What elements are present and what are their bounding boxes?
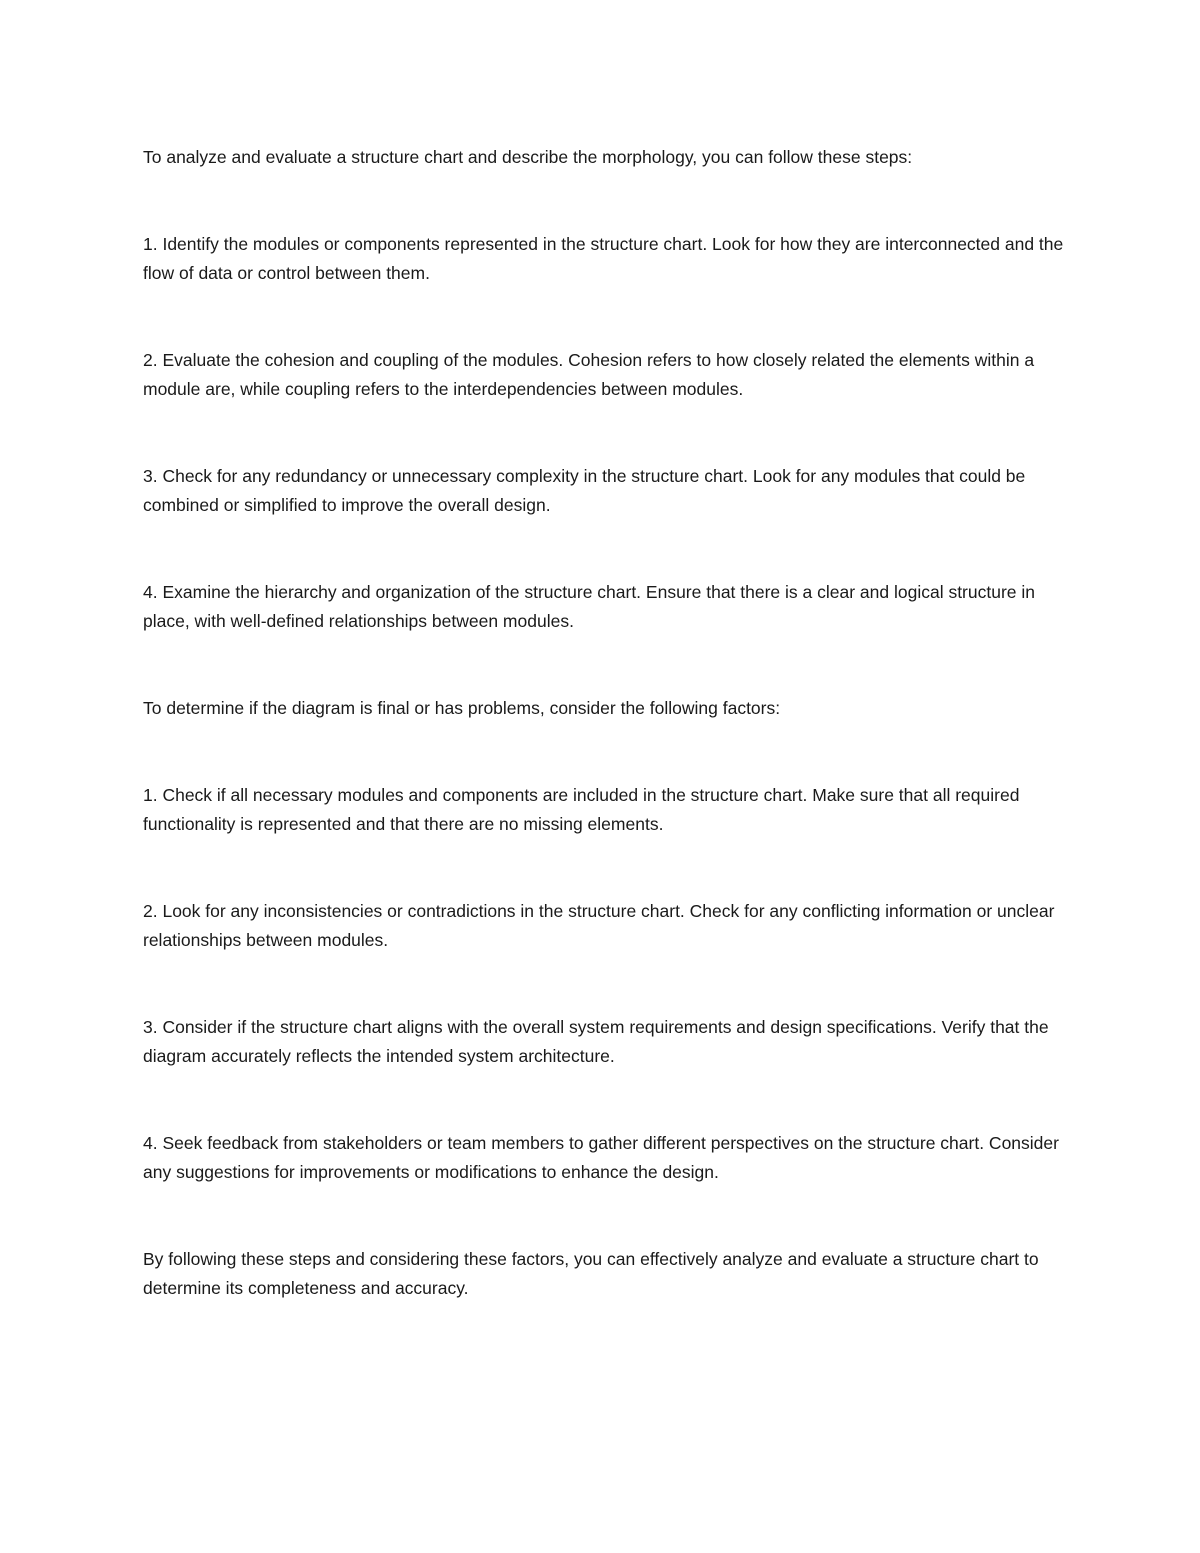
analysis-step-1: 1. Identify the modules or components represented in the structure chart. Look for how they are interconnected and the flow of data or control between them. — [143, 234, 1064, 283]
factor-2: 2. Look for any inconsistencies or contradictions in the structure chart. Check for any conflicting information or unclear relationships between modules. — [143, 901, 1055, 950]
factor-3: 3. Consider if the structure chart aligns with the overall system requirements and design specifications. Verify that the diagram accurately reflects the intended system architecture. — [143, 1017, 1049, 1066]
intro-paragraph: To analyze and evaluate a structure chart and describe the morphology, you can follow these steps: — [143, 147, 913, 167]
factor-4: 4. Seek feedback from stakeholders or team members to gather different perspectives on the structure chart. Consider any suggestions for improvements or modifications to enhance the design. — [143, 1133, 1059, 1182]
factor-1: 1. Check if all necessary modules and components are included in the structure chart. Make sure that all required functionality is represented and that there are no missing elements. — [143, 785, 1020, 834]
analysis-step-2: 2. Evaluate the cohesion and coupling of the modules. Cohesion refers to how closely related the elements within a module are, while coupling refers to the interdependencies between modules. — [143, 350, 1035, 399]
conclusion-paragraph: By following these steps and considering these factors, you can effectively analyze and evaluate a structure chart to determine its completeness and accuracy. — [143, 1249, 1039, 1298]
factors-intro-paragraph: To determine if the diagram is final or has problems, consider the following factors: — [143, 698, 781, 718]
analysis-step-3: 3. Check for any redundancy or unnecessary complexity in the structure chart. Look for any modules that could be combined or simplified to improve the overall design. — [143, 466, 1026, 515]
document-body — [143, 143, 1068, 1361]
analysis-step-4: 4. Examine the hierarchy and organization of the structure chart. Ensure that there is a clear and logical structure in place, with well-defined relationships between modules. — [143, 582, 1036, 631]
